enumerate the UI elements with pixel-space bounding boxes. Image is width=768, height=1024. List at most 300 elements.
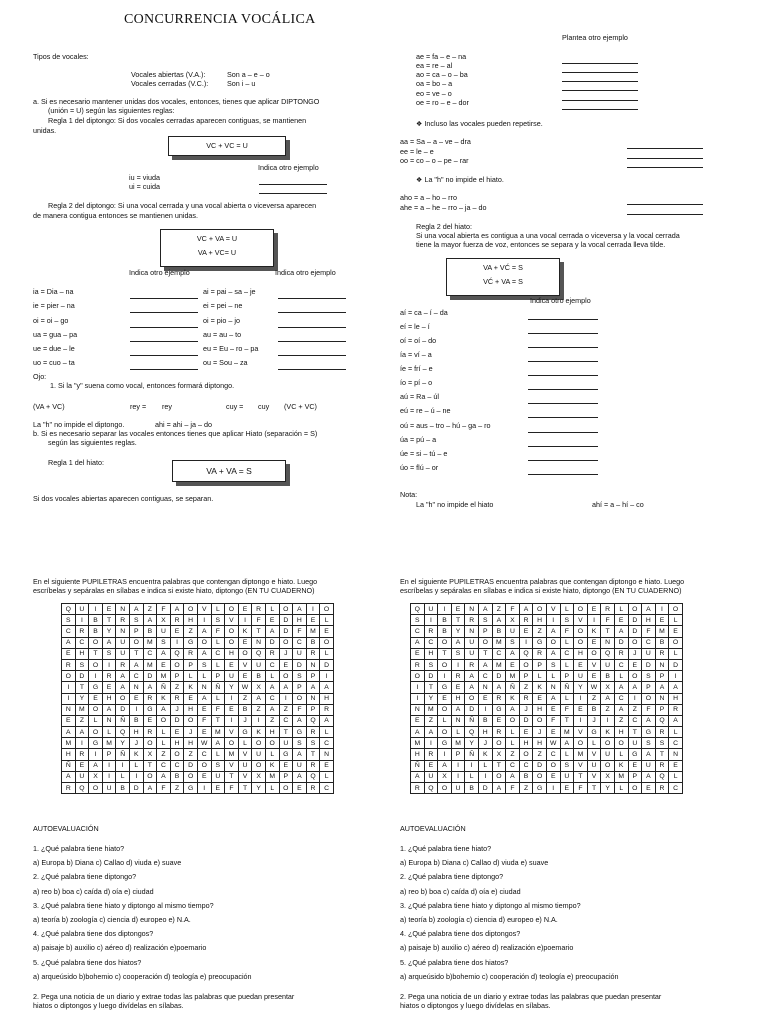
grid-cell[interactable]: T <box>478 648 492 659</box>
grid-cell[interactable]: E <box>129 693 143 704</box>
grid-cell[interactable]: K <box>129 749 143 760</box>
grid-cell[interactable]: A <box>143 682 157 693</box>
grid-cell[interactable]: P <box>184 659 198 670</box>
grid-cell[interactable]: J <box>279 648 293 659</box>
grid-cell[interactable]: F <box>293 704 307 715</box>
grid-cell[interactable]: I <box>252 715 266 726</box>
grid-cell[interactable]: V <box>587 749 601 760</box>
grid-cell[interactable]: O <box>225 626 239 637</box>
grid-cell[interactable]: L <box>265 604 279 615</box>
grid-cell[interactable]: O <box>438 637 452 648</box>
grid-cell[interactable]: Y <box>574 682 588 693</box>
grid-cell[interactable]: P <box>478 626 492 637</box>
grid-cell[interactable]: A <box>546 648 560 659</box>
grid-cell[interactable]: A <box>614 682 628 693</box>
grid-cell[interactable]: O <box>574 637 588 648</box>
grid-cell[interactable]: H <box>170 738 184 749</box>
grid-cell[interactable]: R <box>424 749 438 760</box>
grid-cell[interactable]: A <box>478 604 492 615</box>
grid-cell[interactable]: L <box>184 671 198 682</box>
grid-cell[interactable]: E <box>411 715 425 726</box>
grid-cell[interactable]: S <box>102 648 116 659</box>
grid-cell[interactable]: C <box>492 648 506 659</box>
grid-cell[interactable]: L <box>506 738 520 749</box>
answer-options[interactable]: a) paisaje b) auxilio c) aéreo d) realización e)poemario <box>33 943 207 953</box>
grid-cell[interactable]: B <box>519 771 533 782</box>
grid-cell[interactable]: C <box>614 659 628 670</box>
grid-cell[interactable]: A <box>197 626 211 637</box>
grid-cell[interactable]: L <box>560 659 574 670</box>
grid-cell[interactable]: O <box>265 738 279 749</box>
grid-cell[interactable]: E <box>197 704 211 715</box>
grid-cell[interactable]: E <box>279 760 293 771</box>
grid-cell[interactable]: K <box>601 727 615 738</box>
grid-cell[interactable]: F <box>560 704 574 715</box>
grid-cell[interactable]: I <box>238 615 252 626</box>
grid-cell[interactable]: S <box>424 659 438 670</box>
grid-cell[interactable]: E <box>320 626 334 637</box>
word-search-grid-left[interactable] <box>61 603 334 794</box>
grid-cell[interactable]: E <box>546 704 560 715</box>
grid-cell[interactable]: C <box>211 648 225 659</box>
grid-cell[interactable]: Z <box>587 693 601 704</box>
grid-cell[interactable]: C <box>546 749 560 760</box>
grid-cell[interactable]: S <box>655 738 669 749</box>
grid-cell[interactable]: A <box>411 637 425 648</box>
grid-cell[interactable]: T <box>252 626 266 637</box>
grid-cell[interactable]: O <box>642 693 656 704</box>
grid-cell[interactable]: V <box>574 727 588 738</box>
grid-cell[interactable]: U <box>116 637 130 648</box>
grid-cell[interactable]: T <box>574 771 588 782</box>
grid-cell[interactable]: U <box>574 671 588 682</box>
grid-cell[interactable]: X <box>492 749 506 760</box>
grid-cell[interactable]: O <box>197 637 211 648</box>
grid-cell[interactable]: S <box>478 615 492 626</box>
grid-cell[interactable]: Q <box>75 783 89 794</box>
grid-cell[interactable]: L <box>238 738 252 749</box>
grid-cell[interactable]: P <box>655 704 669 715</box>
grid-cell[interactable]: P <box>211 671 225 682</box>
grid-cell[interactable]: P <box>519 671 533 682</box>
grid-cell[interactable]: O <box>170 749 184 760</box>
grid-cell[interactable]: O <box>62 671 76 682</box>
grid-cell[interactable]: Y <box>601 783 615 794</box>
grid-cell[interactable]: Q <box>601 648 615 659</box>
answer-blank[interactable] <box>627 202 703 220</box>
answer-blank[interactable] <box>562 97 638 115</box>
grid-cell[interactable]: C <box>62 626 76 637</box>
grid-cell[interactable]: A <box>601 693 615 704</box>
grid-cell[interactable]: C <box>320 783 334 794</box>
grid-cell[interactable]: T <box>451 615 465 626</box>
grid-cell[interactable]: E <box>265 615 279 626</box>
grid-cell[interactable]: T <box>89 648 103 659</box>
grid-cell[interactable]: X <box>252 771 266 782</box>
grid-cell[interactable]: O <box>238 648 252 659</box>
grid-cell[interactable]: L <box>560 604 574 615</box>
grid-cell[interactable]: K <box>478 749 492 760</box>
grid-cell[interactable]: S <box>197 659 211 670</box>
grid-cell[interactable]: Y <box>75 693 89 704</box>
grid-cell[interactable]: U <box>628 738 642 749</box>
grid-cell[interactable]: B <box>89 626 103 637</box>
grid-cell[interactable]: E <box>238 637 252 648</box>
grid-cell[interactable]: U <box>451 783 465 794</box>
grid-cell[interactable]: Z <box>492 604 506 615</box>
grid-cell[interactable]: C <box>411 626 425 637</box>
grid-cell[interactable]: U <box>279 738 293 749</box>
grid-cell[interactable]: O <box>143 771 157 782</box>
grid-cell[interactable]: F <box>506 604 520 615</box>
grid-cell[interactable]: Ñ <box>506 682 520 693</box>
grid-cell[interactable]: O <box>129 637 143 648</box>
grid-cell[interactable]: G <box>293 727 307 738</box>
grid-cell[interactable]: W <box>546 738 560 749</box>
grid-cell[interactable]: U <box>642 648 656 659</box>
grid-cell[interactable]: F <box>293 626 307 637</box>
grid-cell[interactable]: M <box>492 659 506 670</box>
grid-cell[interactable]: E <box>211 783 225 794</box>
grid-cell[interactable]: E <box>614 615 628 626</box>
answer-options[interactable]: a) teoría b) zoología c) ciencia d) europeo e) N.A. <box>33 915 191 924</box>
grid-cell[interactable]: I <box>587 615 601 626</box>
grid-cell[interactable]: D <box>279 626 293 637</box>
grid-cell[interactable]: M <box>62 738 76 749</box>
grid-cell[interactable]: O <box>533 604 547 615</box>
grid-cell[interactable]: H <box>293 615 307 626</box>
grid-cell[interactable]: B <box>655 637 669 648</box>
grid-cell[interactable]: K <box>238 626 252 637</box>
grid-cell[interactable]: I <box>320 671 334 682</box>
grid-cell[interactable]: V <box>197 604 211 615</box>
grid-cell[interactable]: R <box>451 671 465 682</box>
grid-cell[interactable]: B <box>89 615 103 626</box>
grid-cell[interactable]: E <box>546 771 560 782</box>
grid-cell[interactable]: O <box>506 715 520 726</box>
grid-cell[interactable]: O <box>293 693 307 704</box>
grid-cell[interactable]: O <box>628 604 642 615</box>
grid-cell[interactable]: C <box>642 637 656 648</box>
grid-cell[interactable]: B <box>238 704 252 715</box>
grid-cell[interactable]: Q <box>116 727 130 738</box>
grid-cell[interactable]: R <box>669 704 683 715</box>
grid-cell[interactable]: E <box>587 604 601 615</box>
grid-cell[interactable]: A <box>211 738 225 749</box>
grid-cell[interactable]: A <box>614 704 628 715</box>
grid-cell[interactable]: M <box>75 704 89 715</box>
grid-cell[interactable]: Q <box>655 771 669 782</box>
grid-cell[interactable]: I <box>129 704 143 715</box>
grid-cell[interactable]: D <box>519 715 533 726</box>
grid-cell[interactable]: W <box>197 738 211 749</box>
grid-cell[interactable]: A <box>546 626 560 637</box>
grid-cell[interactable]: L <box>211 659 225 670</box>
grid-cell[interactable]: A <box>451 637 465 648</box>
grid-cell[interactable]: S <box>293 738 307 749</box>
grid-cell[interactable]: E <box>451 682 465 693</box>
grid-cell[interactable]: I <box>411 682 425 693</box>
grid-cell[interactable]: Q <box>62 604 76 615</box>
grid-cell[interactable]: A <box>143 615 157 626</box>
grid-cell[interactable]: O <box>89 783 103 794</box>
grid-cell[interactable]: H <box>451 693 465 704</box>
grid-cell[interactable]: C <box>560 648 574 659</box>
grid-cell[interactable]: R <box>143 727 157 738</box>
grid-cell[interactable]: G <box>533 637 547 648</box>
grid-cell[interactable]: A <box>157 771 171 782</box>
grid-cell[interactable]: H <box>62 749 76 760</box>
grid-cell[interactable]: A <box>642 715 656 726</box>
grid-cell[interactable]: L <box>320 648 334 659</box>
grid-cell[interactable]: E <box>642 783 656 794</box>
grid-cell[interactable]: R <box>170 693 184 704</box>
grid-cell[interactable]: E <box>197 771 211 782</box>
grid-cell[interactable]: L <box>320 615 334 626</box>
grid-cell[interactable]: R <box>519 615 533 626</box>
grid-cell[interactable]: E <box>492 715 506 726</box>
grid-cell[interactable]: N <box>129 682 143 693</box>
grid-cell[interactable]: R <box>62 659 76 670</box>
grid-cell[interactable]: A <box>614 626 628 637</box>
grid-cell[interactable]: L <box>669 615 683 626</box>
grid-cell[interactable]: I <box>601 715 615 726</box>
grid-cell[interactable]: U <box>252 749 266 760</box>
grid-cell[interactable]: Y <box>451 626 465 637</box>
grid-cell[interactable]: I <box>574 693 588 704</box>
grid-cell[interactable]: H <box>533 738 547 749</box>
grid-cell[interactable]: R <box>184 648 198 659</box>
grid-cell[interactable]: N <box>411 704 425 715</box>
grid-cell[interactable]: O <box>89 704 103 715</box>
grid-cell[interactable]: A <box>546 693 560 704</box>
grid-cell[interactable]: D <box>116 704 130 715</box>
grid-cell[interactable]: I <box>102 771 116 782</box>
grid-cell[interactable]: L <box>451 727 465 738</box>
grid-cell[interactable]: R <box>533 648 547 659</box>
grid-cell[interactable]: K <box>587 626 601 637</box>
grid-cell[interactable]: C <box>157 760 171 771</box>
grid-cell[interactable]: Z <box>265 715 279 726</box>
grid-cell[interactable]: I <box>451 659 465 670</box>
grid-cell[interactable]: T <box>102 615 116 626</box>
grid-cell[interactable]: E <box>320 760 334 771</box>
grid-cell[interactable]: A <box>265 704 279 715</box>
grid-cell[interactable]: S <box>157 637 171 648</box>
grid-cell[interactable]: I <box>451 760 465 771</box>
grid-cell[interactable]: L <box>211 693 225 704</box>
grid-cell[interactable]: R <box>143 693 157 704</box>
grid-cell[interactable]: C <box>628 715 642 726</box>
grid-cell[interactable]: Z <box>75 715 89 726</box>
grid-cell[interactable]: O <box>587 648 601 659</box>
grid-cell[interactable]: N <box>465 626 479 637</box>
grid-cell[interactable]: L <box>157 738 171 749</box>
grid-cell[interactable]: U <box>252 659 266 670</box>
grid-cell[interactable]: N <box>102 715 116 726</box>
grid-cell[interactable]: O <box>184 604 198 615</box>
grid-cell[interactable]: R <box>465 615 479 626</box>
answer-options[interactable]: a) Europa b) Diana c) Callao d) viuda e) suave <box>33 858 182 868</box>
grid-cell[interactable]: Z <box>519 783 533 794</box>
grid-cell[interactable]: I <box>574 715 588 726</box>
grid-cell[interactable]: G <box>143 704 157 715</box>
grid-cell[interactable]: Z <box>506 749 520 760</box>
grid-cell[interactable]: L <box>669 727 683 738</box>
grid-cell[interactable]: N <box>655 693 669 704</box>
grid-cell[interactable]: Z <box>157 749 171 760</box>
grid-cell[interactable]: O <box>465 693 479 704</box>
grid-cell[interactable]: M <box>143 637 157 648</box>
grid-cell[interactable]: B <box>170 771 184 782</box>
grid-cell[interactable]: I <box>62 682 76 693</box>
grid-cell[interactable]: E <box>628 760 642 771</box>
grid-cell[interactable]: G <box>184 783 198 794</box>
grid-cell[interactable]: I <box>519 637 533 648</box>
grid-cell[interactable]: J <box>238 715 252 726</box>
grid-cell[interactable]: A <box>129 659 143 670</box>
grid-cell[interactable]: L <box>102 727 116 738</box>
grid-cell[interactable]: D <box>669 659 683 670</box>
grid-cell[interactable]: L <box>614 604 628 615</box>
grid-cell[interactable]: A <box>157 704 171 715</box>
blank-ui[interactable] <box>259 181 327 199</box>
grid-cell[interactable]: O <box>533 771 547 782</box>
grid-cell[interactable]: O <box>279 783 293 794</box>
grid-cell[interactable]: I <box>655 604 669 615</box>
answer-blank[interactable] <box>130 357 198 375</box>
grid-cell[interactable]: R <box>306 648 320 659</box>
grid-cell[interactable]: A <box>62 637 76 648</box>
grid-cell[interactable]: I <box>129 771 143 782</box>
grid-cell[interactable]: S <box>62 615 76 626</box>
grid-cell[interactable]: A <box>424 727 438 738</box>
grid-cell[interactable]: A <box>438 760 452 771</box>
answer-options[interactable]: a) teoría b) zoología c) ciencia d) europeo e) N.A. <box>400 915 558 924</box>
grid-cell[interactable]: I <box>116 760 130 771</box>
grid-cell[interactable]: J <box>170 704 184 715</box>
grid-cell[interactable]: M <box>306 626 320 637</box>
grid-cell[interactable]: S <box>560 615 574 626</box>
grid-cell[interactable]: A <box>62 771 76 782</box>
grid-cell[interactable]: Z <box>184 626 198 637</box>
grid-cell[interactable]: J <box>519 704 533 715</box>
grid-cell[interactable]: D <box>293 659 307 670</box>
grid-cell[interactable]: K <box>506 693 520 704</box>
grid-cell[interactable]: Z <box>184 749 198 760</box>
grid-cell[interactable]: O <box>320 637 334 648</box>
grid-cell[interactable]: H <box>184 615 198 626</box>
grid-cell[interactable]: L <box>669 771 683 782</box>
grid-cell[interactable]: R <box>102 671 116 682</box>
grid-cell[interactable]: C <box>265 659 279 670</box>
grid-cell[interactable]: R <box>411 783 425 794</box>
grid-cell[interactable]: Ñ <box>211 682 225 693</box>
grid-cell[interactable]: J <box>184 727 198 738</box>
grid-cell[interactable]: T <box>424 682 438 693</box>
grid-cell[interactable]: D <box>75 671 89 682</box>
grid-cell[interactable]: H <box>533 615 547 626</box>
grid-cell[interactable]: K <box>157 693 171 704</box>
grid-cell[interactable]: B <box>438 615 452 626</box>
grid-cell[interactable]: O <box>438 704 452 715</box>
grid-cell[interactable]: Z <box>424 715 438 726</box>
grid-cell[interactable]: Ñ <box>116 749 130 760</box>
grid-cell[interactable]: E <box>225 659 239 670</box>
grid-cell[interactable]: I <box>89 749 103 760</box>
grid-cell[interactable]: A <box>628 682 642 693</box>
grid-cell[interactable]: A <box>465 671 479 682</box>
grid-cell[interactable]: N <box>62 704 76 715</box>
grid-cell[interactable]: L <box>560 749 574 760</box>
grid-cell[interactable]: H <box>320 693 334 704</box>
grid-cell[interactable]: A <box>320 715 334 726</box>
grid-cell[interactable]: O <box>279 637 293 648</box>
grid-cell[interactable]: D <box>628 615 642 626</box>
grid-cell[interactable]: S <box>560 760 574 771</box>
grid-cell[interactable]: L <box>116 771 130 782</box>
grid-cell[interactable]: O <box>546 637 560 648</box>
grid-cell[interactable]: R <box>62 783 76 794</box>
grid-cell[interactable]: E <box>293 783 307 794</box>
grid-cell[interactable]: L <box>265 783 279 794</box>
grid-cell[interactable]: H <box>519 738 533 749</box>
grid-cell[interactable]: A <box>62 727 76 738</box>
grid-cell[interactable]: L <box>669 648 683 659</box>
grid-cell[interactable]: E <box>655 615 669 626</box>
grid-cell[interactable]: U <box>424 604 438 615</box>
grid-cell[interactable]: H <box>102 693 116 704</box>
grid-cell[interactable]: I <box>438 749 452 760</box>
grid-cell[interactable]: D <box>424 671 438 682</box>
grid-cell[interactable]: A <box>75 727 89 738</box>
grid-cell[interactable]: V <box>574 760 588 771</box>
grid-cell[interactable]: Z <box>519 682 533 693</box>
grid-cell[interactable]: E <box>546 727 560 738</box>
grid-cell[interactable]: Z <box>143 604 157 615</box>
grid-cell[interactable]: A <box>411 771 425 782</box>
grid-cell[interactable]: B <box>252 671 266 682</box>
grid-cell[interactable]: S <box>546 659 560 670</box>
grid-cell[interactable]: O <box>614 738 628 749</box>
word-search-grid-right[interactable] <box>410 603 683 794</box>
grid-cell[interactable]: O <box>438 659 452 670</box>
grid-cell[interactable]: L <box>211 637 225 648</box>
grid-cell[interactable]: X <box>601 771 615 782</box>
grid-cell[interactable]: Z <box>170 783 184 794</box>
grid-cell[interactable]: V <box>587 659 601 670</box>
grid-cell[interactable]: U <box>293 760 307 771</box>
grid-cell[interactable]: H <box>184 704 198 715</box>
grid-cell[interactable]: G <box>89 738 103 749</box>
grid-cell[interactable]: A <box>170 604 184 615</box>
grid-cell[interactable]: A <box>669 715 683 726</box>
grid-cell[interactable]: P <box>279 771 293 782</box>
grid-cell[interactable]: R <box>170 615 184 626</box>
grid-cell[interactable]: O <box>184 715 198 726</box>
grid-cell[interactable]: Z <box>238 693 252 704</box>
grid-cell[interactable]: M <box>492 637 506 648</box>
grid-cell[interactable]: W <box>587 682 601 693</box>
grid-cell[interactable]: G <box>438 682 452 693</box>
grid-cell[interactable]: N <box>655 659 669 670</box>
grid-cell[interactable]: O <box>669 637 683 648</box>
grid-cell[interactable]: I <box>478 704 492 715</box>
grid-cell[interactable]: E <box>238 671 252 682</box>
grid-cell[interactable]: V <box>587 771 601 782</box>
grid-cell[interactable]: R <box>519 693 533 704</box>
grid-cell[interactable]: H <box>129 727 143 738</box>
